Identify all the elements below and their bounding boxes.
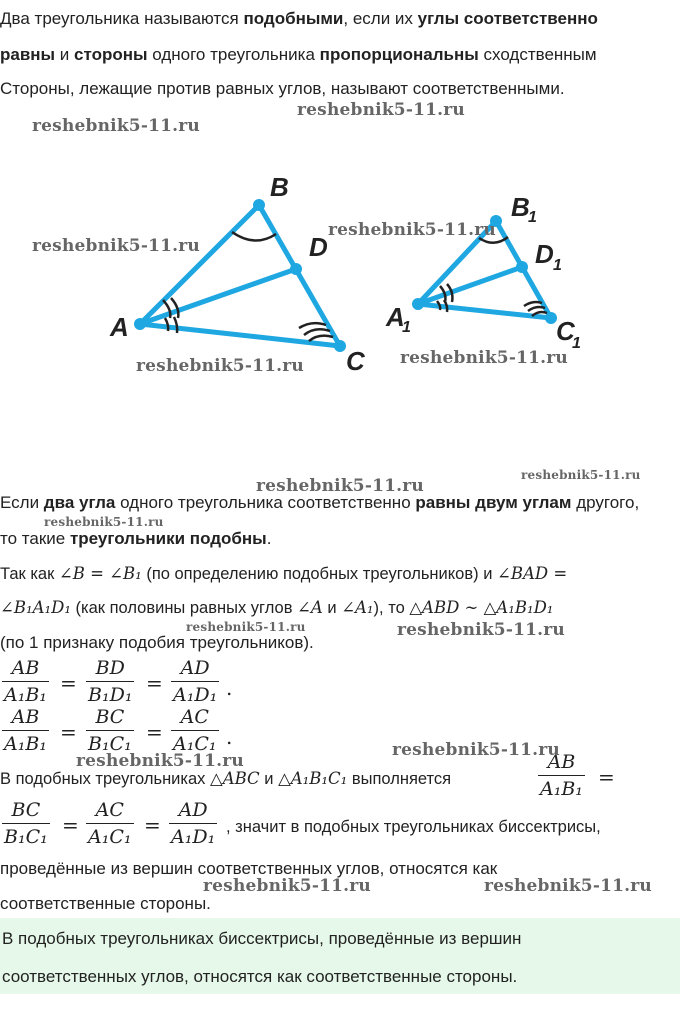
concl-frac-ac: AC A₁C₁ <box>88 799 132 848</box>
watermark: reshebnik5-11.ru <box>32 236 200 256</box>
similar-triangles-figure <box>0 120 680 500</box>
angle-arc-b <box>232 232 276 241</box>
label-b1-sub: 1 <box>528 209 537 226</box>
label-d1-sub: 1 <box>553 257 562 274</box>
angle-arc-c-1 <box>299 323 326 328</box>
summary-line-2: соответственных углов, относятся как соответственные стороны. <box>2 967 518 986</box>
watermark: reshebnik5-11.ru <box>32 116 200 136</box>
summary-highlight <box>0 918 680 994</box>
eq1-frac-1: AB A₁B₁ <box>4 657 47 706</box>
summary-line-1: В подобных треугольниках биссектрисы, проведённые из вершин <box>2 929 522 948</box>
watermark: reshebnik5-11.ru <box>328 220 496 240</box>
concl-equals-0: = <box>598 765 615 789</box>
label-c1-sub: 1 <box>572 335 581 352</box>
eq1-equals-2: = <box>146 671 163 695</box>
proof-line-3: (по 1 признаку подобия треугольников). <box>0 633 314 652</box>
concl-line-1: В подобных треугольниках △ABC и △A₁B₁C₁ выполняется <box>0 769 452 788</box>
intro-line-1: Два треугольника называются подобными, если их углы соответственно <box>0 9 598 28</box>
watermark: reshebnik5-11.ru <box>297 100 465 120</box>
label-a: A <box>110 312 129 342</box>
eq1-frac-2: BD B₁D₁ <box>88 657 133 706</box>
watermark: reshebnik5-11.ru <box>203 876 371 896</box>
label-d1: D <box>535 239 554 269</box>
label-c: C <box>346 346 365 376</box>
proof-line-1: Так как ∠B = ∠B₁ (по определению подобных треугольников) и ∠BAD = <box>0 564 568 583</box>
label-b1: B <box>511 192 530 222</box>
angle-arc-c1-1 <box>524 302 542 306</box>
eq2-frac-2: BC B₁C₁ <box>88 706 132 755</box>
label-a1: A <box>386 302 405 332</box>
eq2-equals-1: = <box>60 720 77 744</box>
concl-equals-2: = <box>144 813 161 837</box>
watermark: reshebnik5-11.ru <box>484 876 652 896</box>
concl-frac-ad: AD A₁D₁ <box>171 799 216 848</box>
watermark: reshebnik5-11.ru <box>521 468 641 482</box>
label-a1-sub: 1 <box>402 319 411 336</box>
eq1-equals-1: = <box>60 671 77 695</box>
concl-frac-ab: AB A₁B₁ <box>540 751 583 800</box>
watermark: reshebnik5-11.ru <box>256 476 424 496</box>
watermark: reshebnik5-11.ru <box>186 620 306 634</box>
watermark: reshebnik5-11.ru <box>400 348 568 368</box>
angle-arc-a-4 <box>174 317 177 333</box>
watermark: reshebnik5-11.ru <box>136 356 304 376</box>
eq1-frac-3: AD A₁D₁ <box>173 657 218 706</box>
bisector-ad <box>140 269 296 324</box>
proof-line-2: ∠B₁A₁D₁ (как половины равных углов ∠A и ∠A₁), то △ABD ∼ △A₁B₁D₁ <box>0 598 554 617</box>
rule-line-2: то такие треугольники подобны. <box>0 529 272 548</box>
angle-arc-c-2 <box>304 329 330 335</box>
eq2-equals-2: = <box>146 720 163 744</box>
label-d: D <box>309 232 328 262</box>
watermark: reshebnik5-11.ru <box>392 740 560 760</box>
watermark: reshebnik5-11.ru <box>44 515 164 529</box>
concl-frac-bc: BC B₁C₁ <box>4 799 48 848</box>
intro-line-2: равны и стороны одного треугольника пропорциональны сходственным <box>0 45 597 64</box>
concl-line-4: соответственные стороны. <box>0 894 211 913</box>
concl-equals-1: = <box>62 813 79 837</box>
angle-arc-c-3 <box>309 336 333 341</box>
label-c1: C <box>556 316 575 346</box>
eq2-period: . <box>226 725 233 749</box>
watermark: reshebnik5-11.ru <box>76 751 244 771</box>
watermark: reshebnik5-11.ru <box>397 620 565 640</box>
rule-line-1: Если два угла одного треугольника соответственно равны двум углам другого, <box>0 493 640 512</box>
label-b: B <box>270 172 289 202</box>
intro-line-3: Стороны, лежащие против равных углов, называют соответственными. <box>0 79 565 98</box>
eq2-frac-3: AC A₁C₁ <box>173 706 217 755</box>
eq1-period: . <box>226 676 233 700</box>
angle-arc-c1-2 <box>528 307 545 311</box>
concl-line-3: проведённые из вершин соответственных углов, относятся как <box>0 859 498 878</box>
concl-line-2-text: , значит в подобных треугольниках биссектрисы, <box>226 818 601 836</box>
eq2-frac-1: AB A₁B₁ <box>4 706 47 755</box>
